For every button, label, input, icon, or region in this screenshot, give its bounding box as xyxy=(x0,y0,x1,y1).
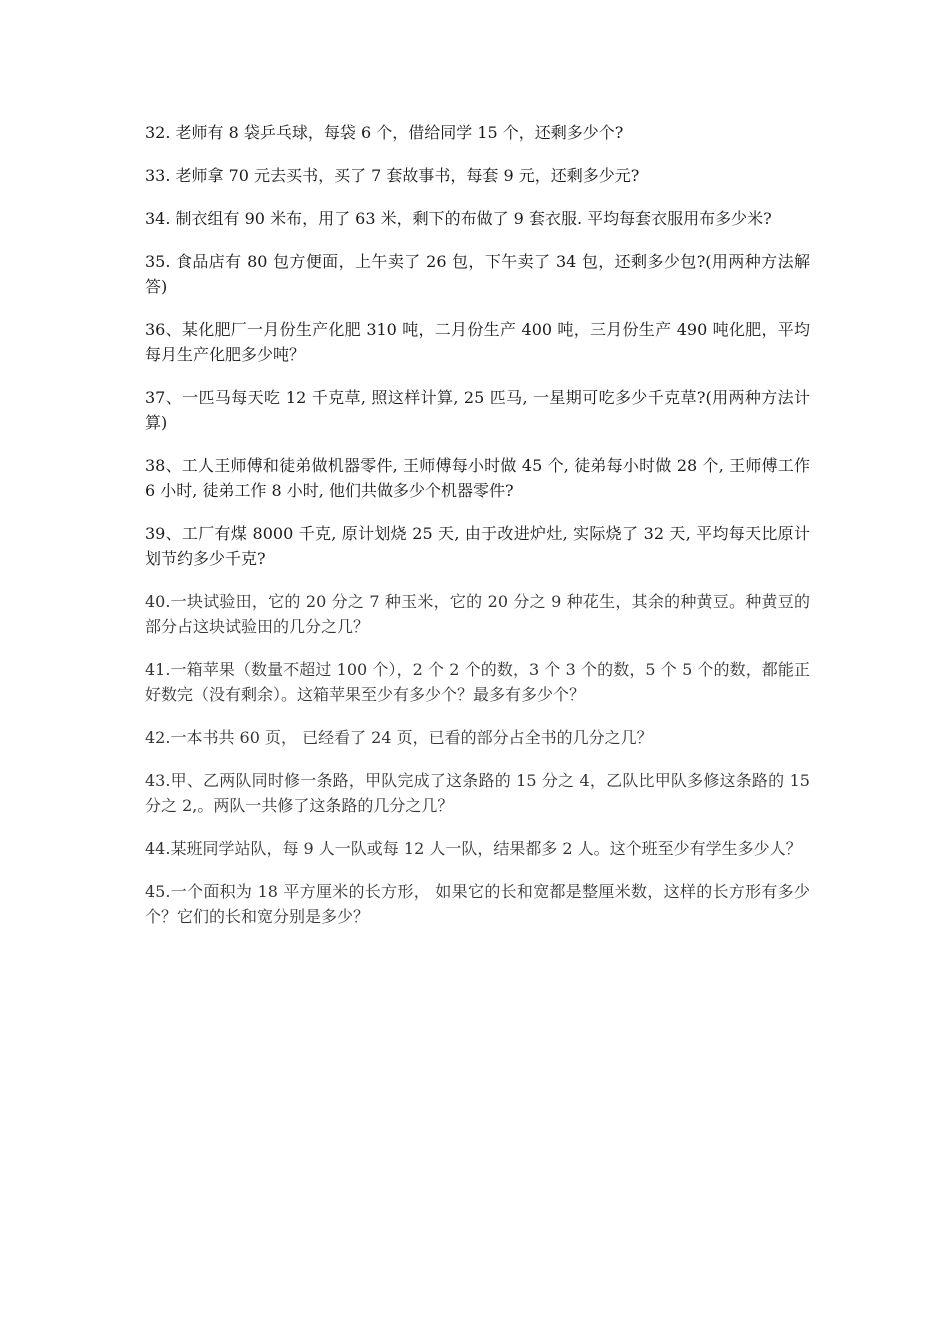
problem-41: 41.一箱苹果（数量不超过 100 个），2 个 2 个的数，3 个 3 个的数，5 个 5 个的数，都能正好数完（没有剩余）。这箱苹果至少有多少个？最多有多少个？ xyxy=(145,660,810,704)
problem-38: 38、工人王师傅和徒弟做机器零件, 王师傅每小时做 45 个, 徒弟每小时做 28 个, 王师傅工作 6 小时, 徒弟工作 8 小时, 他们共做多少个机器零件? xyxy=(145,456,810,500)
problem-33: 33. 老师拿 70 元去买书，买了 7 套故事书，每套 9 元，还剩多少元? xyxy=(145,166,640,185)
problem-32: 32. 老师有 8 袋乒乓球，每袋 6 个，借给同学 15 个，还剩多少个? xyxy=(145,123,624,142)
problem-34: 34. 制衣组有 90 米布，用了 63 米，剩下的布做了 9 套衣服. 平均每套衣服用布多少米? xyxy=(145,209,772,228)
problem-36: 36、某化肥厂一月份生产化肥 310 吨，二月份生产 400 吨，三月份生产 490 吨化肥，平均每月生产化肥多少吨？ xyxy=(145,320,810,364)
problem-44: 44.某班同学站队，每 9 人一队或每 12 人一队，结果都多 2 人。这个班至少有学生多少人？ xyxy=(145,839,802,858)
problem-35: 35. 食品店有 80 包方便面，上午卖了 26 包，下午卖了 34 包，还剩多少包?(用两种方法解答) xyxy=(145,252,810,296)
problem-42: 42.一本书共 60 页， 已经看了 24 页，已看的部分占全书的几分之几？ xyxy=(145,728,653,747)
problem-39: 39、工厂有煤 8000 千克, 原计划烧 25 天, 由于改进炉灶, 实际烧了 32 天, 平均每天比原计划节约多少千克? xyxy=(145,524,810,568)
problem-43: 43.甲、乙两队同时修一条路，甲队完成了这条路的 15 分之 4，乙队比甲队多修这条路的 15 分之 2,。两队一共修了这条路的几分之几？ xyxy=(145,771,810,815)
problem-40: 40.一块试验田，它的 20 分之 7 种玉米，它的 20 分之 9 种花生，其余的种黄豆。种黄豆的部分占这块试验田的几分之几？ xyxy=(145,592,810,636)
problem-37: 37、一匹马每天吃 12 千克草, 照这样计算, 25 匹马, 一星期可吃多少千克草?(用两种方法计算) xyxy=(145,388,810,432)
document-page xyxy=(145,120,810,947)
problem-45: 45.一个面积为 18 平方厘米的长方形， 如果它的长和宽都是整厘米数，这样的长方形有多少个？它们的长和宽分别是多少？ xyxy=(145,882,810,926)
